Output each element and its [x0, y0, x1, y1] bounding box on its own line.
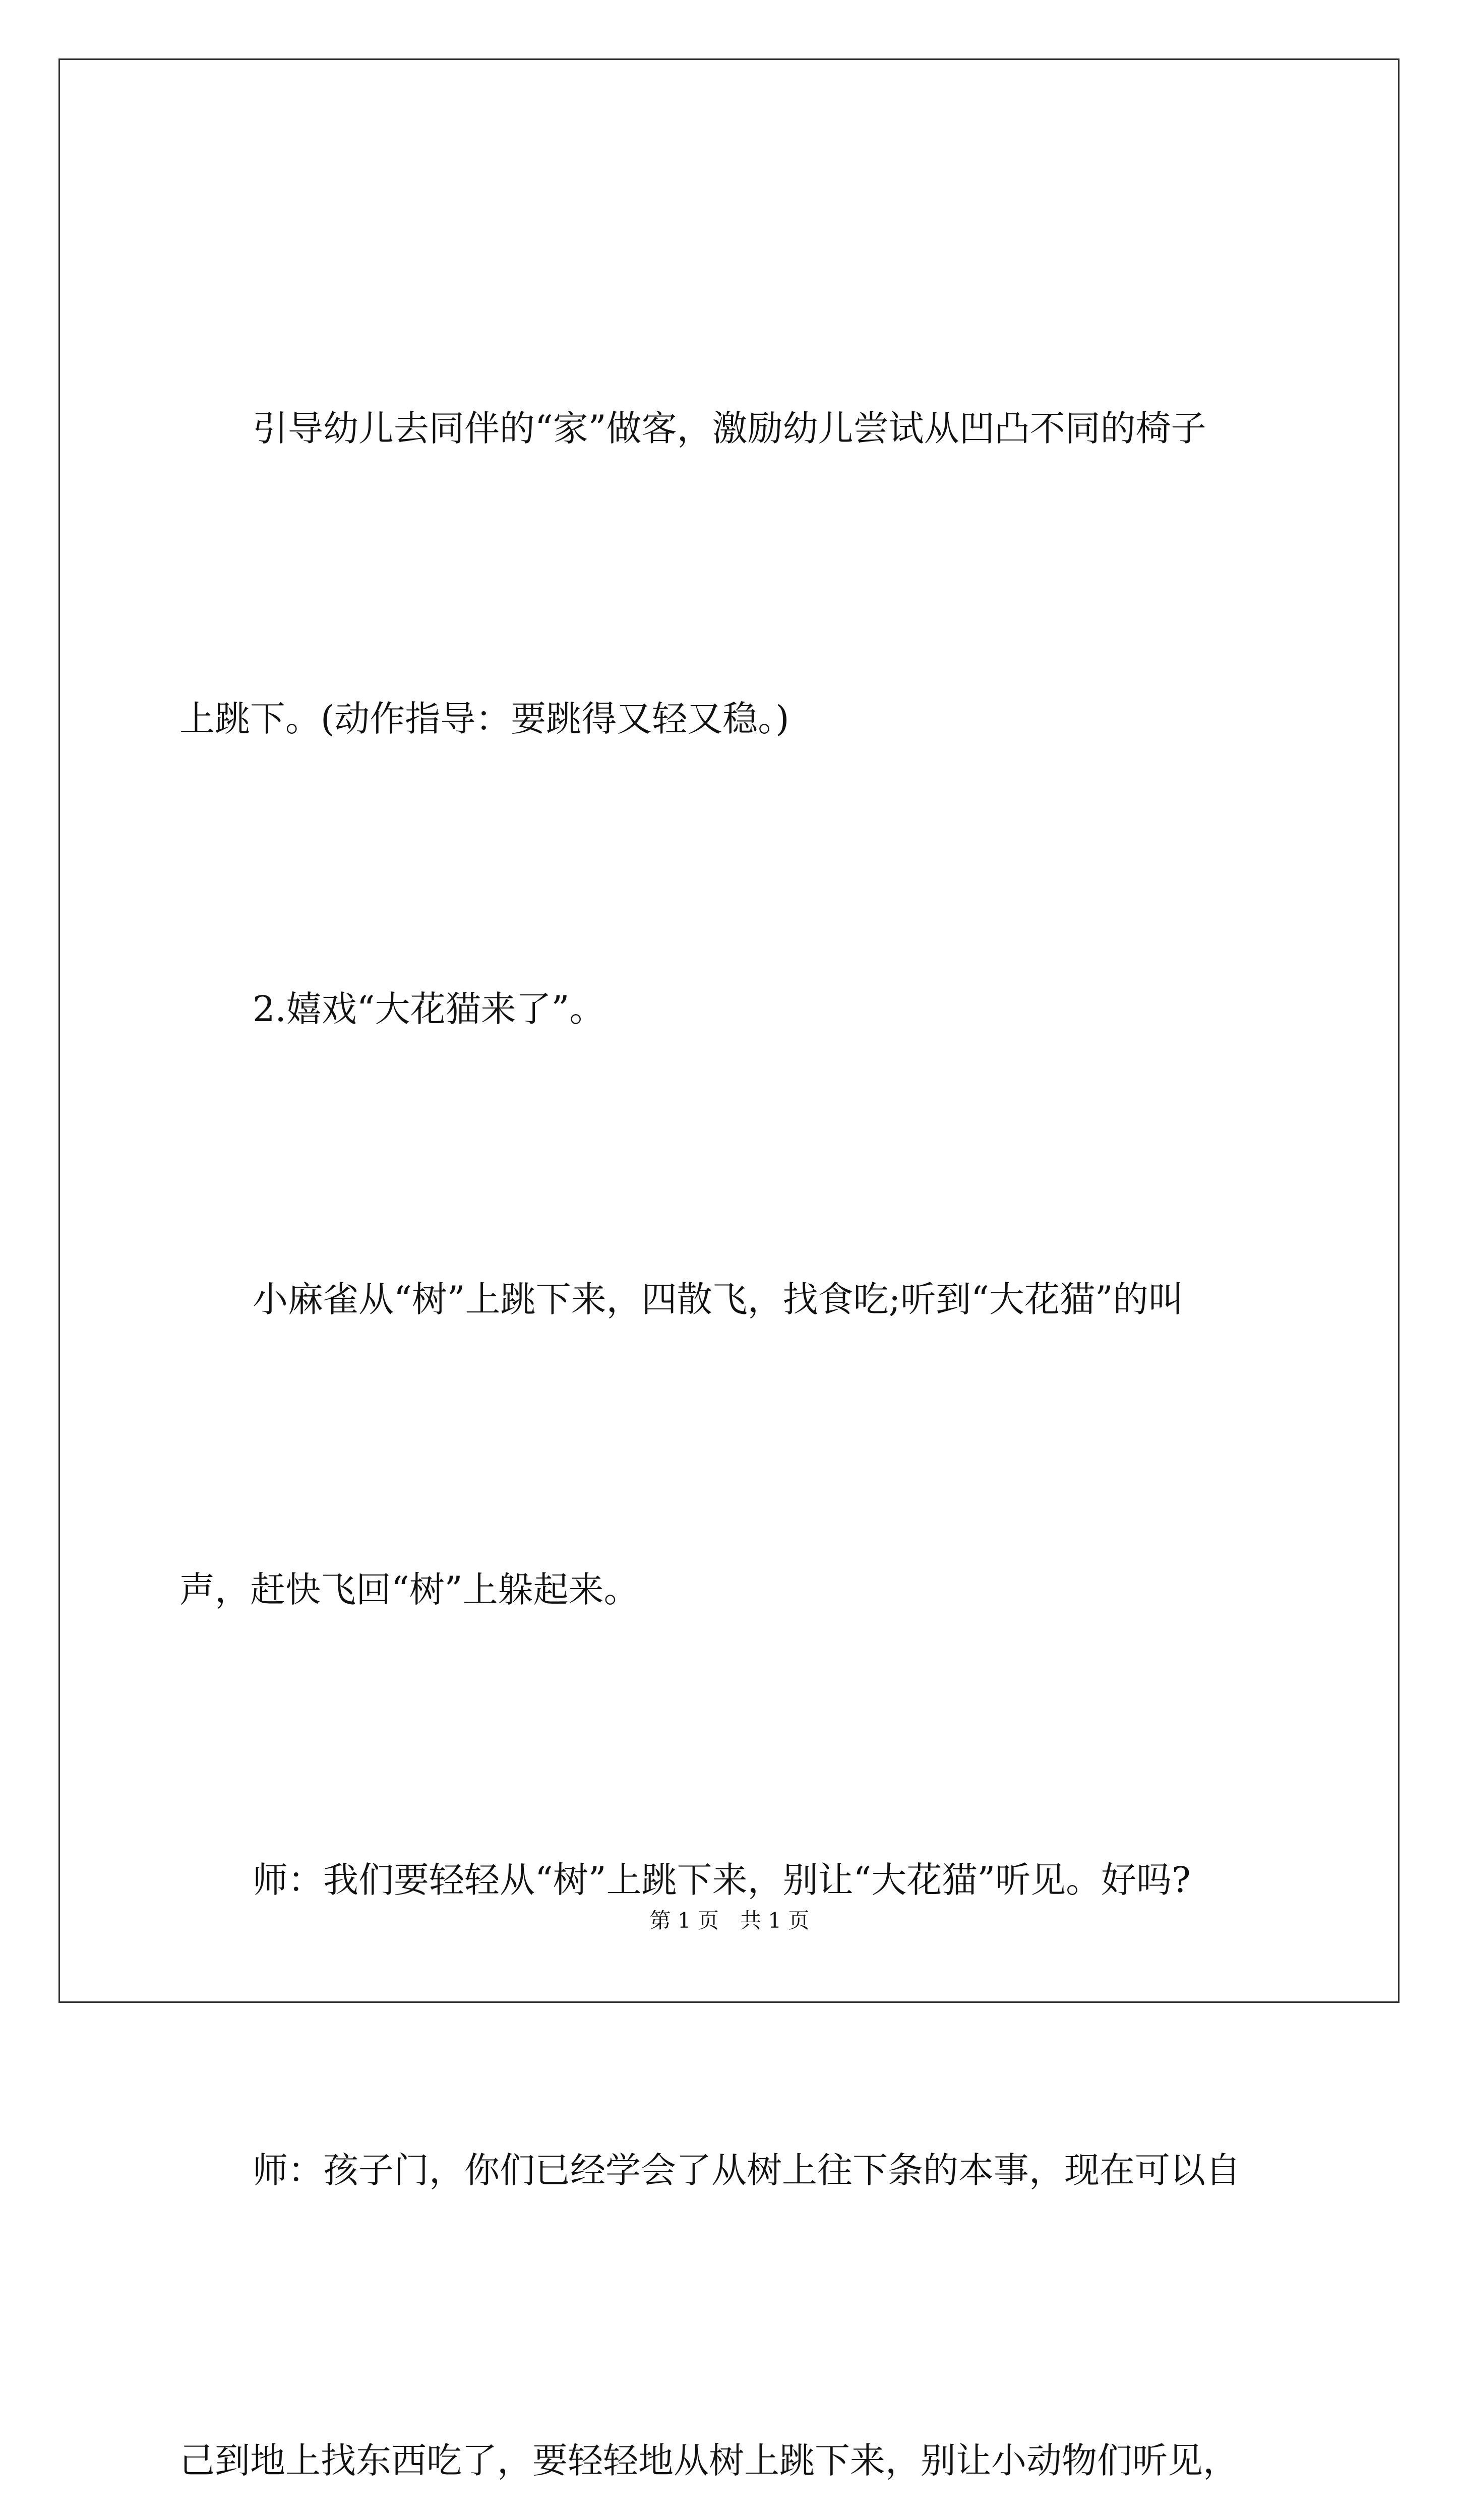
text-block [179, 186, 1284, 2520]
page-footer: 第 1 页 共 1 页 [649, 1908, 810, 1933]
text-line: 上跳下。(动作指导：要跳得又轻又稳。) [179, 698, 789, 739]
text-line: 2.嬉戏“大花猫来了”。 [253, 988, 605, 1030]
text-line: 引导幼儿去同伴的“家”做客，激励幼儿尝试从凹凸不同的椅子 [253, 408, 1206, 449]
text-line: 师：我们要轻轻从“树”上跳下来，别让“大花猫”听见。好吗? [253, 1859, 1191, 1901]
text-line: 师：孩子门，你们已经学会了从树上往下条的本事，现在可以自 [253, 2150, 1241, 2191]
text-line: 己到地上找东西吃了，要轻轻地从树上跳下来，别让小动物们听见， [179, 2440, 1238, 2481]
text-line: 小麻雀从“树”上跳下来，四散飞，找食吃;听到“大花猫”的叫 [253, 1279, 1184, 1320]
text-line: 声，赶快飞回“树”上躲起来。 [179, 1569, 639, 1610]
document-body [179, 186, 1284, 2520]
